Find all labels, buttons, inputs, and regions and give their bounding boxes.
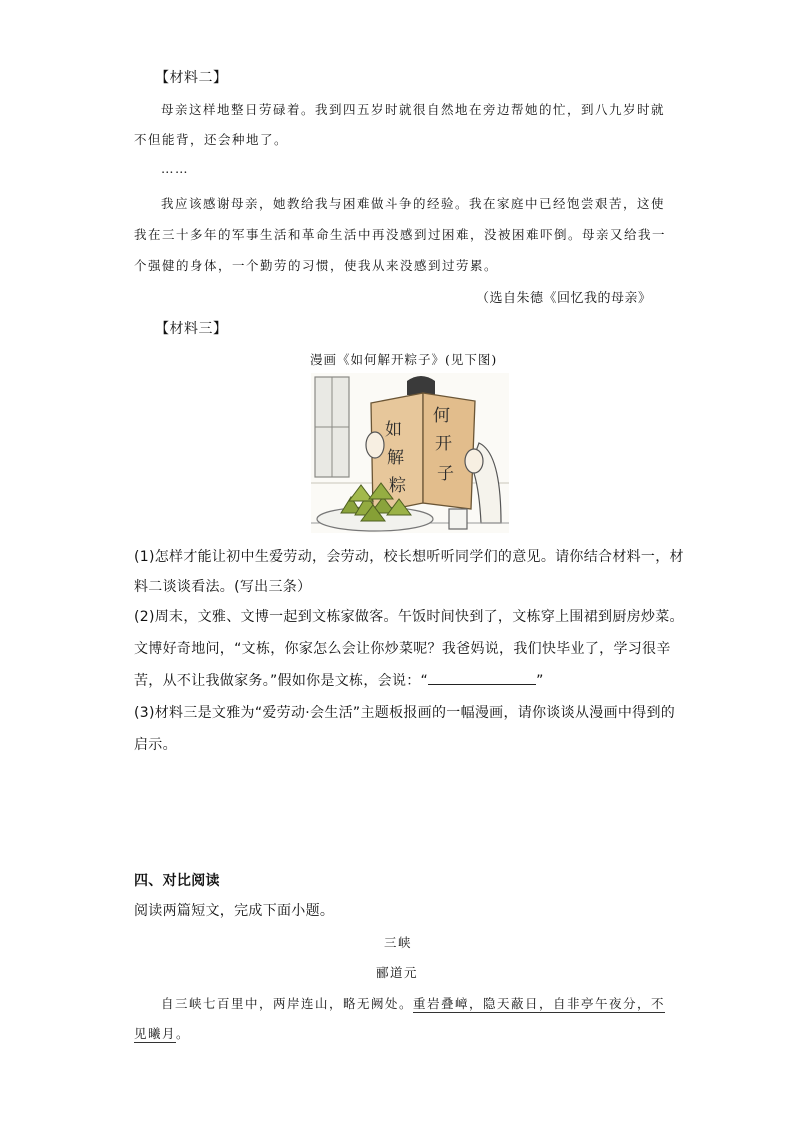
question-2-closing-quote: ” (536, 673, 544, 689)
passage-line2-end: 。 (176, 1026, 191, 1041)
material2-para1-line1: 母亲这样地整日劳碌着。我到四五岁时就很自然地在旁边帮她的忙，到八九岁时就 (161, 102, 666, 117)
comic-char-5: 粽 (389, 476, 406, 496)
passage-line1-underlined: 重岩叠嶂，隐天蔽日，自非亭午夜分，不 (413, 996, 666, 1011)
comic-char-3: 解 (387, 448, 404, 468)
answer-blank[interactable] (428, 672, 536, 685)
comic-char-2: 何 (433, 406, 450, 426)
question-1-line1: (1)怎样才能让初中生爱劳动，会劳动，校长想听听同学们的意见。请你结合材料一，材 (134, 549, 684, 565)
material3-caption: 漫画《如何解开粽子》(见下图) (310, 352, 498, 367)
comic-char-1: 如 (385, 420, 402, 440)
comic-image (311, 373, 509, 533)
question-2-line3-text: 苦，从不让我做家务。”假如你是文栋，会说：“ (134, 673, 429, 689)
material2-para1-line2: 不但能背，还会种地了。 (134, 132, 289, 147)
question-3-line1: (3)材料三是文雅为“爱劳动·会生活”主题板报画的一幅漫画，请你谈谈从漫画中得到的 (134, 705, 676, 721)
question-2-line1: (2)周末，文雅、文博一起到文栋家做客。午饭时间快到了，文栋穿上围裙到厨房炒菜。 (134, 609, 684, 625)
passage-author: 郦道元 (376, 965, 419, 980)
comic-char-6: 子 (437, 464, 454, 484)
question-3-line2: 启示。 (134, 737, 177, 753)
question-1-line2: 料二谈谈看法。(写出三条） (134, 579, 312, 595)
comic-char-4: 开 (435, 434, 452, 454)
section4-instruction: 阅读两篇短文，完成下面小题。 (134, 903, 335, 919)
question-2-line2: 文博好奇地问，“文栋，你家怎么会让你炒菜呢？我爸妈说，我们快毕业了，学习很辛 (134, 641, 671, 657)
material2-para2-line2: 我在三十多年的军事生活和革命生活中再没感到过困难，没被困难吓倒。母亲又给我一 (134, 227, 667, 242)
question-2-line3 (134, 670, 544, 690)
section4-heading: 四、对比阅读 (134, 873, 220, 889)
passage-title: 三峡 (384, 935, 413, 950)
material2-ellipsis: …… (161, 161, 189, 176)
material2-heading: 【材料二】 (155, 70, 228, 86)
passage-line1 (161, 994, 665, 1012)
material2-para2-line3: 个强健的身体，一个勤劳的习惯，使我从来没感到过劳累。 (134, 258, 499, 273)
comic-drawing (311, 373, 509, 533)
material3-heading: 【材料三】 (155, 321, 228, 337)
passage-line2-underlined: 见曦月 (134, 1026, 177, 1041)
material2-para2-line1: 我应该感谢母亲，她教给我与困难做斗争的经验。我在家庭中已经饱尝艰苦，这使 (161, 196, 666, 211)
material2-source: （选自朱德《回忆我的母亲》 (476, 291, 652, 306)
passage-line2 (134, 1024, 190, 1042)
passage-line1-plain: 自三峡七百里中，两岸连山，略无阙处。 (161, 996, 414, 1011)
